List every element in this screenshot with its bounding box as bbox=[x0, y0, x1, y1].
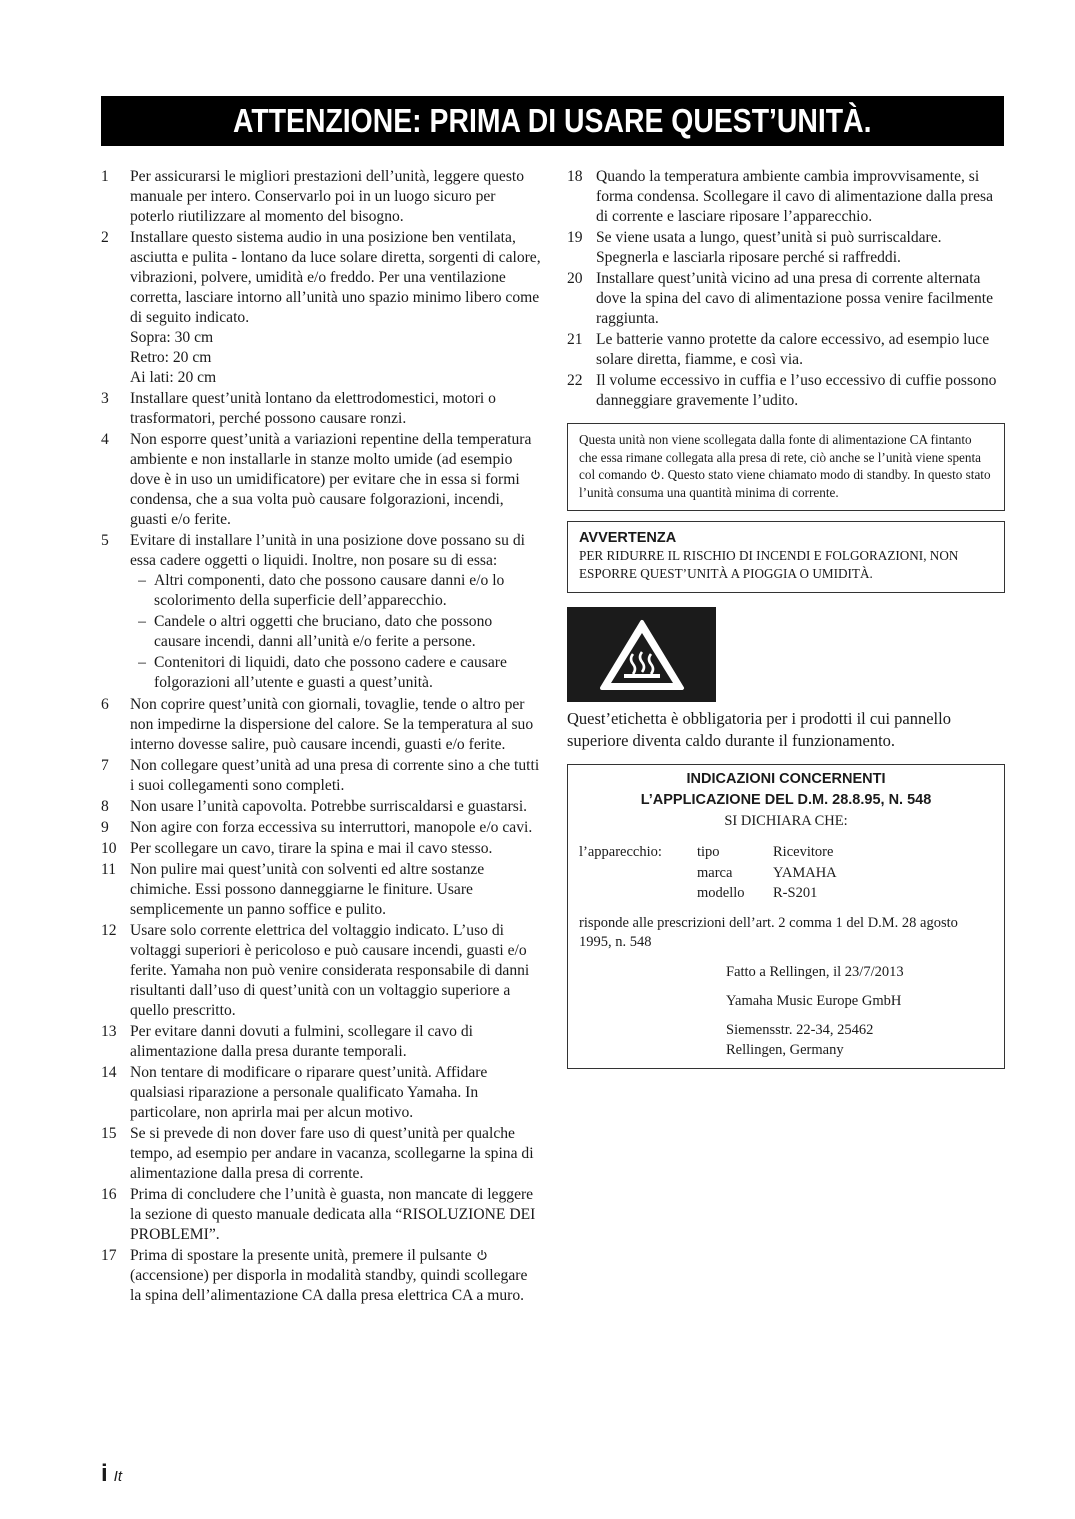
warning-title: AVVERTENZA bbox=[579, 530, 677, 546]
list-item: 21 Le batterie vanno protette da calore eccessivo, ad esempio luce solare diretta, fiamme, e così via. bbox=[567, 331, 990, 368]
list-item: 3 Installare quest’unità lontano da elettrodomestici, motori o trasformatori, perché possono causare ronzi. bbox=[101, 390, 496, 427]
list-item: 12 Usare solo corrente elettrica del voltaggio indicato. L’uso di voltaggi superiori è pericoloso e può causare incendi, guasti e/o ferite. Yamaha non può venire considerata responsabile di danni risultanti dall’uso di quest’unità con un voltaggio superiore a quello prescritto. bbox=[101, 922, 530, 1019]
left-column bbox=[101, 167, 541, 1307]
page-title: ATTENZIONE: PRIMA DI USARE QUEST’UNITÀ. bbox=[233, 102, 872, 139]
list-item: 20 Installare quest’unità vicino ad una presa di corrente alternata dove la spina del cavo di alimentazione possa venire facilmente raggiunta. bbox=[567, 270, 994, 327]
list-item-text: Installare questo sistema audio in una posizione ben ventilata, asciutta e pulita - lontano da luce solare diretta, sorgenti di calore, vibrazioni, polvere, umidità e/o freddo. Per una ventilazione corretta, lasciare intorno all’unità uno spazio minimo libero come di seguito indicato. bbox=[130, 229, 541, 326]
list-item: 10 Per scollegare un cavo, tirare la spina e mai il cavo stesso. bbox=[101, 840, 493, 857]
safety-list-right bbox=[567, 167, 1005, 411]
device-label: l’apparecchio: bbox=[579, 844, 662, 860]
list-item: 11 Non pulire mai quest’unità con solventi ed altre sostanze chimiche. Essi possono danneggiarne le finiture. Usare semplicemente un panno soffice e pulito. bbox=[101, 861, 485, 918]
device-key: tipo bbox=[697, 844, 720, 860]
language-code: It bbox=[113, 1468, 123, 1485]
device-value: YAMAHA bbox=[773, 864, 837, 881]
safety-list-left bbox=[101, 167, 541, 1306]
declaration-heading-1: INDICAZIONI CONCERNENTI bbox=[686, 771, 886, 787]
list-item: 17 Prima di spostare la presente unità, premere il pulsante (accensione) per disporla in modalità standby, quindi scollegare la spina dell’alimentazione CA dalla presa elettrica CA a muro. bbox=[101, 1247, 528, 1304]
company-name: Yamaha Music Europe GmbH bbox=[726, 992, 902, 1009]
list-item: 7 Non collegare quest’unità ad una presa di corrente sino a che tutti i suoi collegamenti sono completi. bbox=[101, 757, 540, 794]
list-item-text: Evitare di installare l’unità in una posizione dove possano su di essa cadere oggetti o liquidi. Inoltre, non posare su di essa: bbox=[130, 532, 525, 569]
power-icon bbox=[476, 1249, 488, 1261]
list-item: 14 Non tentare di modificare o riparare quest’unità. Affidare qualsiasi riparazione a personale qualificato Yamaha. In particolare, non aprirla mai per alcun motivo. bbox=[101, 1064, 488, 1121]
page-number: i bbox=[101, 1460, 108, 1487]
list-item: 9 Non agire con forza eccessiva su interruttori, manopole e/o cavi. bbox=[101, 819, 533, 836]
device-key: marca bbox=[697, 864, 733, 881]
warning-box bbox=[567, 521, 1005, 593]
compliance-text: risponde alle prescrizioni dell’art. 2 comma 1 del D.M. 28 agosto 1995, n. 548 bbox=[579, 914, 958, 950]
standby-notice-box: Questa unità non viene scollegata dalla fonte di alimentazione CA fintanto che essa rimane collegata alla presa di rete, ciò anche se l’unità viene spenta col comando . Questo stato viene chiamato modo di standby. In questo stato l’unità consuma una quantità minima di corrente. bbox=[567, 423, 1005, 511]
warning-text: PER RIDURRE IL RISCHIO DI INCENDI E FOLGORAZIONI, NON ESPORRE QUEST’UNITÀ A PIOGGIA O UMIDITÀ. bbox=[579, 548, 959, 581]
list-item: 22 Il volume eccessivo in cuffia e l’uso eccessivo di cuffie possono danneggiare gravemente l’udito. bbox=[567, 372, 997, 409]
list-item: 5 Evitare di installare l’unità in una posizione dove possano su di essa cadere oggetti o liquidi. Inoltre, non posare su di essa: – Altri componenti, dato che possono causare danni e/o lo scolorimento della superficie dell’apparecchio. – Candele o altri oggetti che bruciano, dato che possono causare incendi, danni all’unità e/o ferite a persone. – Contenitori di liquidi, dato che possono cadere e causare folgorazioni all’utente e guasti a quest’unità. bbox=[101, 531, 541, 694]
page-title-banner bbox=[101, 96, 1004, 146]
declaration-subheading: SI DICHIARA CHE: bbox=[724, 813, 848, 829]
hot-surface-warning-icon bbox=[596, 616, 688, 694]
right-column bbox=[567, 167, 1005, 1069]
list-item: 18 Quando la temperatura ambiente cambia improvvisamente, si forma condensa. Scollegare il cavo di alimentazione dalla presa di corrente e lasciare riposare l’apparecchio. bbox=[567, 168, 994, 225]
sub-list-item: – Altri componenti, dato che possono causare danni e/o lo scolorimento della superficie dell’apparecchio. bbox=[138, 572, 505, 609]
power-icon bbox=[650, 469, 661, 480]
sub-list-item: – Candele o altri oggetti che bruciano, dato che possono causare incendi, danni all’unità e/o ferite a persone. bbox=[138, 613, 493, 650]
page-footer bbox=[101, 1460, 122, 1488]
list-item: 1 Per assicurarsi le migliori prestazioni dell’unità, leggere questo manuale per intero. Conservarlo poi in un luogo sicuro per poterlo riutilizzare al momento del bisogno. bbox=[101, 168, 525, 225]
list-item: 15 Se si prevede di non dover fare uso di quest’unità per qualche tempo, ad esempio per andare in vacanza, scollegarne la spina di alimentazione dalla presa di corrente. bbox=[101, 1125, 534, 1182]
list-item: 13 Per evitare danni dovuti a fulmini, scollegare il cavo di alimentazione dalla presa durante temporali. bbox=[101, 1023, 473, 1060]
declaration-heading-2: L’APPLICAZIONE DEL D.M. 28.8.95, N. 548 bbox=[640, 792, 932, 808]
sub-list-item: – Contenitori di liquidi, dato che possono cadere e causare folgorazioni all’utente e guasti a quest’unità. bbox=[138, 654, 507, 691]
clearance-sides: Ai lati: 20 cm bbox=[130, 369, 217, 386]
hot-label-caption: Quest’etichetta è obbligatoria per i prodotti il cui pannello superiore diventa caldo durante il funzionamento. bbox=[567, 709, 951, 750]
list-item: 19 Se viene usata a lungo, quest’unità si può surriscaldare. Spegnerla e lasciarla riposare perché si raffreddi. bbox=[567, 229, 942, 266]
device-value: R-S201 bbox=[773, 885, 818, 901]
list-item: 6 Non coprire quest’unità con giornali, tovaglie, tende o altro per non impedirne la dispersione del calore. Se la temperatura al suo interno dovesse salire, può causare incendi, guasti e/o ferite. bbox=[101, 696, 534, 753]
device-table bbox=[579, 842, 993, 904]
hot-surface-label bbox=[567, 607, 716, 702]
clearance-back: Retro: 20 cm bbox=[130, 349, 212, 366]
list-item: 8 Non usare l’unità capovolta. Potrebbe surriscaldarsi e guastarsi. bbox=[101, 798, 528, 815]
declaration-box bbox=[567, 764, 1005, 1069]
list-item: 4 Non esporre quest’unità a variazioni repentine della temperatura ambiente e non installarle in stanze molto umide (ad esempio dove è in uso un umidificatore) per evitare che in essa si formi condensa, che a sua volta può causare folgorazioni, incendi, guasti e/o ferite. bbox=[101, 431, 532, 528]
clearance-top: Sopra: 30 cm bbox=[130, 329, 214, 346]
sub-list bbox=[130, 571, 541, 693]
device-value: Ricevitore bbox=[773, 844, 834, 860]
company-address: Siemensstr. 22-34, 25462 Rellingen, Germany bbox=[726, 1021, 874, 1058]
place-date: Fatto a Rellingen, il 23/7/2013 bbox=[726, 963, 904, 980]
list-item: 16 Prima di concludere che l’unità è guasta, non mancate di leggere la sezione di questo manuale dedicata alla “RISOLUZIONE DEI PROBLEMI”. bbox=[101, 1186, 536, 1243]
device-key: modello bbox=[697, 885, 745, 901]
list-item: 2 Installare questo sistema audio in una posizione ben ventilata, asciutta e pulita - lontano da luce solare diretta, sorgenti di calore, vibrazioni, polvere, umidità e/o freddo. Per una ventilazione corretta, lasciare intorno all’unità uno spazio minimo libero come di seguito indicato. Sopra: 30 cm Retro: 20 cm Ai lati: 20 cm bbox=[101, 229, 541, 386]
